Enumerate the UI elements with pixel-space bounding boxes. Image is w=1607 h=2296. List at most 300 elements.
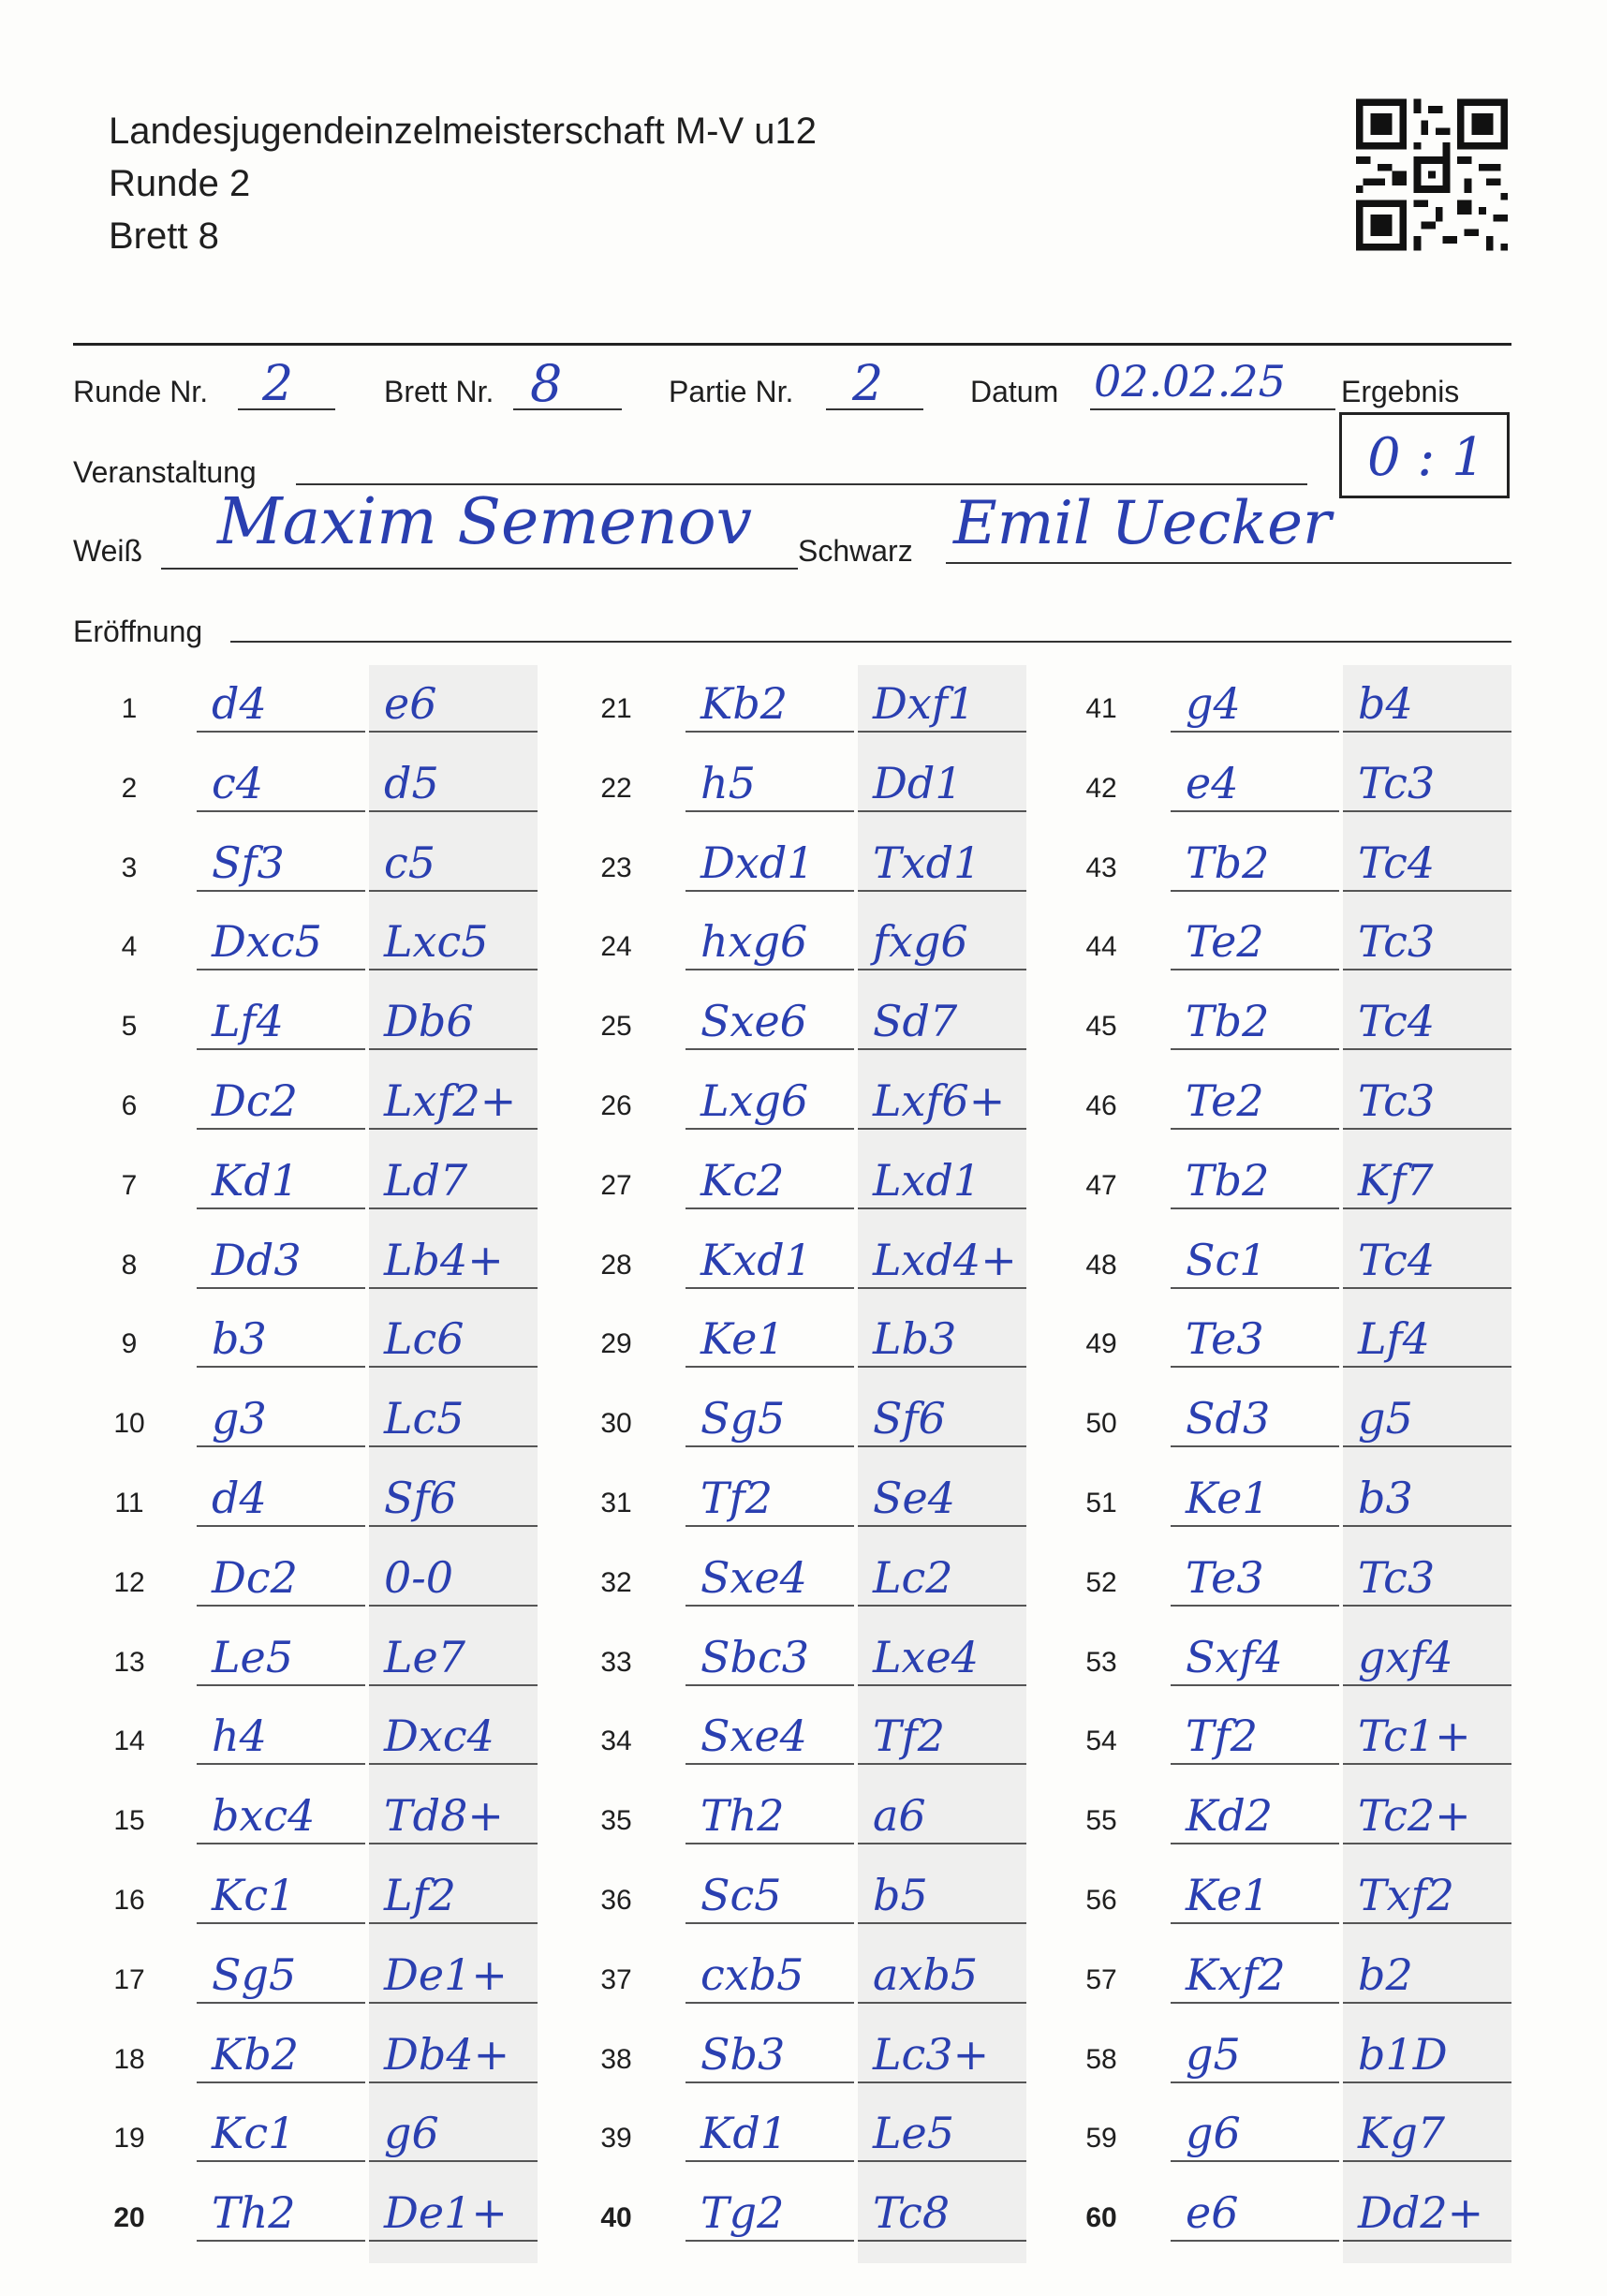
move-number: 25: [600, 1011, 632, 1043]
black-label: Schwarz: [798, 534, 913, 568]
black-move-line: [858, 890, 1026, 892]
board-line: Brett 8: [109, 215, 219, 257]
white-move-line: [1171, 1605, 1339, 1607]
black-move: Lf4: [1358, 1313, 1430, 1365]
white-move: Tg2: [700, 2187, 785, 2239]
black-move: Tc3: [1358, 916, 1436, 968]
move-number: 27: [600, 1169, 632, 1201]
move-number: 54: [1085, 1726, 1117, 1757]
black-move: Dxc4: [384, 1711, 494, 1762]
white-move: Ke1: [700, 1313, 785, 1365]
white-move: Sc5: [700, 1870, 782, 1920]
white-move-line: [686, 1128, 854, 1130]
move-number: 41: [1085, 693, 1117, 724]
move-number: 10: [113, 1408, 145, 1440]
board-value: 8: [530, 354, 563, 413]
black-move: b3: [1358, 1473, 1413, 1523]
white-move-line: [1171, 1843, 1339, 1844]
white-move-line: [197, 1445, 365, 1447]
white-move: Sb3: [700, 2028, 786, 2080]
black-move: De1+: [384, 1948, 508, 2000]
white-move: Sxf4: [1186, 1631, 1283, 1682]
move-number: 24: [600, 931, 632, 963]
black-move: 0-0: [384, 1551, 454, 1603]
white-move-line: [197, 1922, 365, 1924]
white-move-line: [1171, 1763, 1339, 1765]
move-number: 48: [1085, 1249, 1117, 1281]
white-move-line: [686, 1207, 854, 1209]
black-move-line: [369, 2160, 538, 2162]
black-move: b2: [1358, 1948, 1413, 2000]
white-move-line: [1171, 1922, 1339, 1924]
move-number: 22: [600, 772, 632, 804]
white-move: Kxd1: [700, 1234, 813, 1285]
white-move: g3: [212, 1393, 267, 1444]
white-move-line: [1171, 1128, 1339, 1130]
white-move: h4: [212, 1711, 267, 1762]
white-line-field: [161, 568, 798, 570]
white-move: Sg5: [212, 1948, 297, 2000]
white-move-line: [1171, 1287, 1339, 1289]
black-move-line: [369, 1605, 538, 1607]
white-move-line: [1171, 1525, 1339, 1527]
date-label: Datum: [970, 375, 1059, 408]
move-number: 47: [1085, 1169, 1117, 1201]
move-number: 57: [1085, 1963, 1117, 1995]
move-number: 5: [121, 1011, 138, 1043]
white-move-line: [197, 1763, 365, 1765]
white-move: g4: [1186, 678, 1241, 729]
black-move: Kg7: [1358, 2108, 1446, 2159]
move-number: 60: [1085, 2202, 1117, 2234]
qr-code: [1356, 97, 1508, 252]
black-move: Le7: [384, 1631, 466, 1682]
move-number: 17: [113, 1963, 145, 1995]
black-move: Tc3: [1358, 1075, 1436, 1126]
black-move: Lf2: [384, 1870, 456, 1920]
black-move: b1D: [1358, 2028, 1448, 2080]
black-move: Td8+: [384, 1790, 504, 1842]
white-move-line: [197, 2002, 365, 2004]
white-move: Kd1: [212, 1154, 300, 1206]
black-move: Tc4: [1358, 1234, 1436, 1285]
black-move-line: [1343, 1287, 1511, 1289]
white-move: Kd2: [1186, 1790, 1274, 1842]
white-move: Dc2: [212, 1075, 298, 1126]
black-move-line: [858, 2002, 1026, 2004]
white-move: Te3: [1186, 1551, 1264, 1603]
white-move-line: [686, 1922, 854, 1924]
white-move: Ke1: [1186, 1870, 1270, 1920]
date-line-field: [1090, 408, 1335, 410]
black-move: g6: [384, 2108, 439, 2159]
black-move: Tc3: [1358, 757, 1436, 808]
move-number: 26: [600, 1090, 632, 1121]
white-move: Dxd1: [700, 837, 815, 888]
black-move: a6: [873, 1790, 926, 1842]
black-move-line: [858, 1048, 1026, 1050]
move-number: 46: [1085, 1090, 1117, 1121]
black-move-line: [1343, 1605, 1511, 1607]
move-number: 50: [1085, 1408, 1117, 1440]
move-number: 32: [600, 1566, 632, 1598]
move-number: 56: [1085, 1885, 1117, 1916]
black-move-line: [369, 1207, 538, 1209]
white-move: h5: [700, 757, 756, 808]
black-move: b4: [1358, 678, 1413, 729]
event-title: Landesjugendeinzelmeisterschaft M-V u12: [109, 111, 817, 152]
black-move: Se4: [873, 1473, 956, 1523]
move-number: 9: [121, 1328, 138, 1360]
white-player-name: Maxim Semenov: [217, 485, 753, 559]
black-move-line: [369, 1128, 538, 1130]
white-move: Dd3: [212, 1234, 302, 1285]
black-move: Txf2: [1358, 1870, 1454, 1920]
black-move-line: [369, 969, 538, 970]
black-move: axb5: [873, 1948, 979, 2000]
move-number: 45: [1085, 1011, 1117, 1043]
black-move: Lxf2+: [384, 1075, 517, 1126]
black-move-line: [858, 731, 1026, 733]
black-move: Tc1+: [1358, 1711, 1471, 1762]
move-number: 43: [1085, 852, 1117, 883]
black-move: De1+: [384, 2187, 508, 2239]
black-move-line: [369, 731, 538, 733]
white-move-line: [686, 1605, 854, 1607]
white-move-line: [197, 731, 365, 733]
black-move: Kf7: [1358, 1154, 1434, 1206]
black-move: b5: [873, 1870, 928, 1920]
move-number: 15: [113, 1805, 145, 1837]
black-move: gxf4: [1358, 1631, 1453, 1682]
black-move: Tc2+: [1358, 1790, 1471, 1842]
black-move: Txd1: [873, 837, 981, 888]
black-move-line: [369, 1843, 538, 1844]
white-move-line: [197, 2160, 365, 2162]
black-move-line: [369, 1445, 538, 1447]
white-move-line: [1171, 890, 1339, 892]
black-move: Db6: [384, 996, 474, 1047]
black-move: Lc5: [384, 1393, 464, 1444]
black-move-line: [1343, 890, 1511, 892]
black-move-line: [1343, 731, 1511, 733]
black-move-line: [369, 2240, 538, 2242]
black-move: Lb3: [873, 1313, 957, 1365]
date-value: 02.02.25: [1094, 356, 1286, 407]
white-move-line: [197, 1048, 365, 1050]
white-move-line: [1171, 1048, 1339, 1050]
white-move: Sxe4: [700, 1551, 807, 1603]
move-number: 11: [114, 1488, 144, 1518]
move-number: 8: [121, 1249, 138, 1281]
white-move-line: [197, 810, 365, 812]
black-column-shade: [369, 665, 538, 2263]
black-move: Sf6: [384, 1473, 457, 1523]
white-move-line: [197, 1605, 365, 1607]
black-move-line: [369, 1684, 538, 1686]
black-move-line: [1343, 1445, 1511, 1447]
move-number: 42: [1085, 772, 1117, 804]
white-move: Sd3: [1186, 1393, 1271, 1444]
white-move-line: [686, 1366, 854, 1368]
white-move: Sxe6: [700, 996, 807, 1047]
black-move-line: [369, 1525, 538, 1527]
black-move-line: [858, 1128, 1026, 1130]
event-label: Veranstaltung: [73, 455, 257, 489]
black-move-line: [858, 1366, 1026, 1368]
black-move-line: [1343, 1763, 1511, 1765]
white-move-line: [197, 890, 365, 892]
black-move-line: [858, 1763, 1026, 1765]
black-move: fxg6: [873, 916, 968, 968]
white-move: Ke1: [1186, 1473, 1270, 1523]
move-number: 3: [121, 852, 138, 883]
white-move-line: [686, 2081, 854, 2083]
black-move-line: [369, 2081, 538, 2083]
white-move: g6: [1186, 2108, 1241, 2159]
move-number: 23: [600, 852, 632, 883]
black-move: Tf2: [873, 1711, 945, 1762]
move-number: 44: [1085, 931, 1117, 963]
white-move: Te3: [1186, 1313, 1264, 1365]
black-move: Lxc5: [384, 916, 489, 968]
white-move-line: [1171, 2240, 1339, 2242]
white-move: e4: [1186, 757, 1239, 808]
black-move: Lb4+: [384, 1234, 504, 1285]
black-move: Lxd4+: [873, 1234, 1017, 1285]
black-move-line: [1343, 1366, 1511, 1368]
move-number: 21: [600, 693, 632, 724]
white-move-line: [686, 731, 854, 733]
black-move-line: [369, 1763, 538, 1765]
black-move-line: [369, 1048, 538, 1050]
white-move-line: [197, 2240, 365, 2242]
move-number: 35: [600, 1805, 632, 1837]
white-move: Tb2: [1186, 837, 1270, 888]
white-move: Te2: [1186, 916, 1264, 968]
move-number: 31: [600, 1488, 632, 1518]
white-move: Tb2: [1186, 1154, 1270, 1206]
white-move-line: [197, 1207, 365, 1209]
white-move-line: [1171, 810, 1339, 812]
black-move: Lc3+: [873, 2028, 990, 2080]
move-number: 55: [1085, 1805, 1117, 1837]
move-number: 49: [1085, 1328, 1117, 1360]
white-move: Dxc5: [212, 916, 322, 968]
black-move: Sd7: [873, 996, 958, 1047]
white-move: Kxf2: [1186, 1948, 1286, 2000]
white-move-line: [686, 1684, 854, 1686]
black-move: Tc3: [1358, 1551, 1436, 1603]
black-move: Dd2+: [1358, 2187, 1484, 2239]
black-move: Lxe4: [873, 1631, 979, 1682]
move-number: 53: [1085, 1646, 1117, 1678]
white-move-line: [1171, 1207, 1339, 1209]
round-value: 2: [262, 356, 294, 412]
header-divider: [73, 343, 1511, 346]
white-move-line: [686, 2240, 854, 2242]
white-move: Sbc3: [700, 1631, 809, 1682]
white-move-line: [686, 969, 854, 970]
black-move-line: [369, 1922, 538, 1924]
board-label: Brett Nr.: [384, 375, 494, 408]
black-move-line: [1343, 1128, 1511, 1130]
move-number: 28: [600, 1249, 632, 1281]
black-move: Dxf1: [873, 678, 976, 729]
black-move-line: [369, 2002, 538, 2004]
black-player-name: Emil Uecker: [953, 489, 1332, 558]
black-move-line: [858, 1843, 1026, 1844]
white-move: Lxg6: [700, 1075, 809, 1126]
white-move: d4: [212, 1473, 267, 1523]
black-move-line: [1343, 2002, 1511, 2004]
black-move: c5: [384, 837, 436, 888]
white-move: c4: [212, 757, 264, 808]
white-move: Le5: [212, 1631, 294, 1682]
white-move-line: [1171, 2002, 1339, 2004]
white-move-line: [1171, 1445, 1339, 1447]
move-number: 14: [113, 1726, 145, 1757]
opening-label: Eröffnung: [73, 615, 203, 648]
black-move: Tc8: [873, 2187, 951, 2239]
white-move: Sg5: [700, 1393, 786, 1444]
white-move-line: [686, 1048, 854, 1050]
black-move: e6: [384, 678, 437, 729]
black-line-field: [946, 562, 1511, 564]
white-move: d4: [212, 678, 267, 729]
black-move-line: [369, 1287, 538, 1289]
white-move-line: [1171, 969, 1339, 970]
white-move-line: [1171, 1684, 1339, 1686]
white-move-line: [1171, 731, 1339, 733]
move-number: 30: [600, 1408, 632, 1440]
black-move-line: [1343, 1922, 1511, 1924]
white-move-line: [197, 1684, 365, 1686]
white-move-line: [197, 969, 365, 970]
white-move-line: [197, 1525, 365, 1527]
white-move: Kd1: [700, 2108, 789, 2159]
black-move: Db4+: [384, 2028, 510, 2080]
black-move: Lxf6+: [873, 1075, 1006, 1126]
black-move-line: [858, 1684, 1026, 1686]
black-move-line: [1343, 1048, 1511, 1050]
result-value: 0 : 1: [1367, 427, 1485, 488]
opening-line-field: [230, 641, 1511, 643]
black-move-line: [858, 1525, 1026, 1527]
white-move: Kb2: [212, 2028, 300, 2080]
move-number: 40: [600, 2202, 632, 2234]
white-move: g5: [1186, 2028, 1241, 2080]
black-move-line: [1343, 1843, 1511, 1844]
white-move: cxb5: [700, 1948, 804, 2000]
black-move-line: [858, 1445, 1026, 1447]
white-move-line: [686, 1445, 854, 1447]
white-move-line: [197, 1843, 365, 1844]
white-move: Tf2: [700, 1473, 773, 1523]
black-move-line: [1343, 2160, 1511, 2162]
white-move: Kb2: [700, 678, 789, 729]
move-number: 37: [600, 1963, 632, 1995]
white-move-line: [1171, 2160, 1339, 2162]
black-move: Le5: [873, 2108, 955, 2159]
move-number: 34: [600, 1726, 632, 1757]
black-move: Lc6: [384, 1313, 464, 1365]
move-number: 4: [121, 931, 138, 963]
black-move-line: [369, 810, 538, 812]
white-move: Kc1: [212, 1870, 296, 1920]
black-move-line: [858, 1922, 1026, 1924]
black-move-line: [1343, 1684, 1511, 1686]
white-move-line: [197, 1366, 365, 1368]
move-number: 36: [600, 1885, 632, 1916]
move-number: 7: [121, 1169, 138, 1201]
black-move-line: [1343, 969, 1511, 970]
black-move-line: [369, 890, 538, 892]
move-number: 20: [113, 2202, 145, 2234]
white-move-line: [686, 1287, 854, 1289]
black-move-line: [858, 969, 1026, 970]
black-move-line: [1343, 2081, 1511, 2083]
round-line: Runde 2: [109, 163, 251, 204]
white-move-line: [686, 890, 854, 892]
black-column-shade: [1343, 665, 1511, 2263]
white-move-line: [686, 1525, 854, 1527]
black-move: d5: [384, 757, 439, 808]
white-move-line: [686, 1843, 854, 1844]
white-move: e6: [1186, 2187, 1239, 2239]
move-number: 1: [121, 693, 138, 724]
sheet-header: [109, 105, 817, 262]
move-number: 29: [600, 1328, 632, 1360]
black-move: Lxd1: [873, 1154, 981, 1206]
white-move-line: [686, 1763, 854, 1765]
white-move-line: [197, 1128, 365, 1130]
black-move: Sf6: [873, 1393, 946, 1444]
black-move: Tc4: [1358, 837, 1436, 888]
white-move: Kc2: [700, 1154, 785, 1206]
black-move-line: [858, 2240, 1026, 2242]
move-number: 19: [113, 2123, 145, 2155]
black-move-line: [858, 2081, 1026, 2083]
white-move: Te2: [1186, 1075, 1264, 1126]
black-move-line: [369, 1366, 538, 1368]
black-move-line: [858, 810, 1026, 812]
white-move-line: [686, 2160, 854, 2162]
move-number: 59: [1085, 2123, 1117, 2155]
white-move: b3: [212, 1313, 267, 1365]
black-move: Lc2: [873, 1551, 953, 1603]
move-number: 16: [113, 1885, 145, 1916]
move-number: 13: [113, 1646, 145, 1678]
white-move: Th2: [700, 1790, 785, 1842]
round-label: Runde Nr.: [73, 375, 209, 408]
black-move: g5: [1358, 1393, 1413, 1444]
white-move: Lf4: [212, 996, 284, 1047]
black-move-line: [858, 1605, 1026, 1607]
black-move-line: [1343, 1525, 1511, 1527]
white-move-line: [686, 810, 854, 812]
white-move: Sc1: [1186, 1234, 1267, 1285]
game-label: Partie Nr.: [669, 375, 794, 408]
black-move-line: [1343, 810, 1511, 812]
white-move: Kc1: [212, 2108, 296, 2159]
white-move: Tf2: [1186, 1711, 1258, 1762]
white-move: Sf3: [212, 837, 285, 888]
black-move-line: [858, 1207, 1026, 1209]
black-move-line: [858, 2160, 1026, 2162]
white-move-line: [197, 2081, 365, 2083]
black-column-shade: [858, 665, 1026, 2263]
